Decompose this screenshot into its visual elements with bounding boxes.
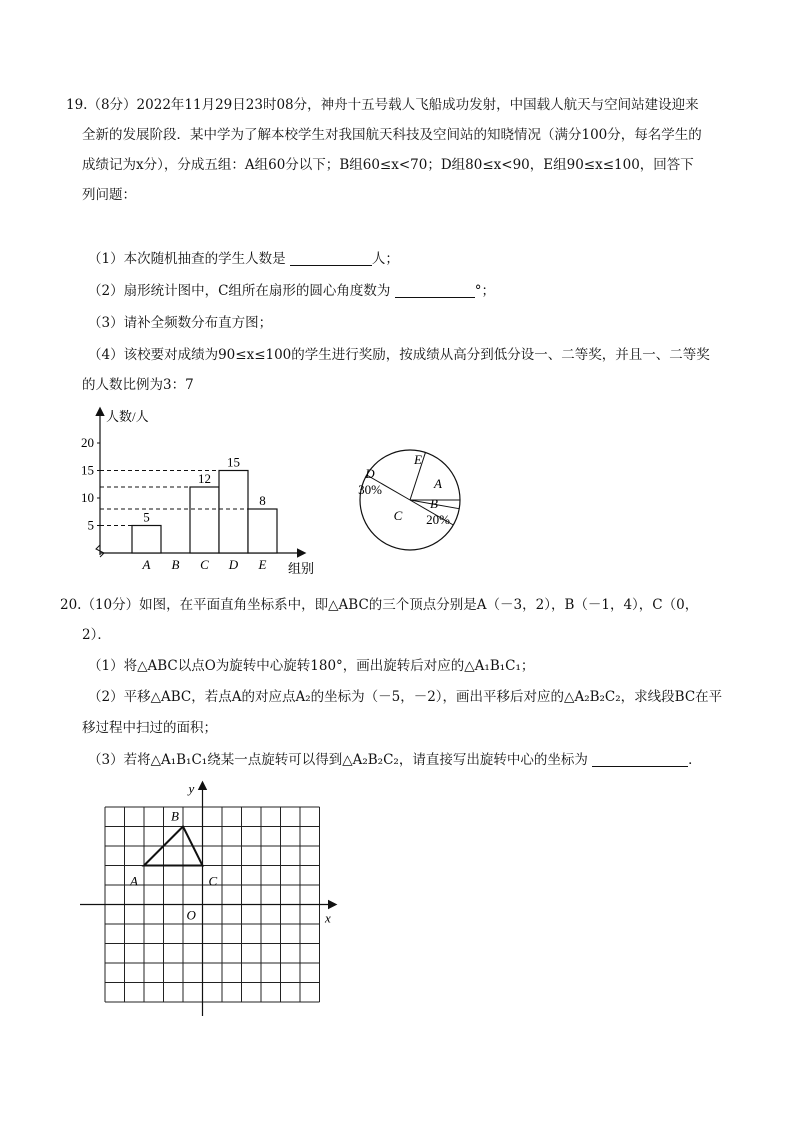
- answer-blank-2[interactable]: [395, 283, 475, 298]
- bar-C: [190, 487, 219, 553]
- y-tick-label: 20: [81, 435, 94, 450]
- q19-sub1-unit: 人；: [371, 251, 399, 267]
- bar-D: [219, 471, 248, 554]
- q20-sub2b: 移过程中扫过的面积；: [82, 720, 217, 736]
- bar-A: [132, 526, 161, 554]
- bar-E: [248, 509, 277, 553]
- q19-sub4b: 的人数比例为3：7: [82, 377, 194, 393]
- q19-sub1: [88, 250, 399, 268]
- origin-label: O: [186, 907, 196, 923]
- y-tick-label: 15: [81, 462, 94, 478]
- x-axis-label: x: [325, 910, 331, 926]
- q19-sub3: （3）请补全频数分布直方图；: [88, 315, 273, 331]
- x-tick-label: E: [258, 557, 267, 572]
- x-tick-label: A: [142, 557, 151, 572]
- data-label-A: 5: [143, 509, 150, 525]
- q19-sub4a: （4）该校要对成绩为90≤x≤100的学生进行奖励，按成绩从高分到低分设一、二等奖，并且一、二等奖: [88, 347, 710, 363]
- q19-line3c: A组60分以下；: [244, 157, 340, 173]
- data-label-D: 15: [227, 454, 240, 470]
- q19-line3b: x分），分成五组：: [136, 157, 245, 173]
- q20-sub2a: （2）平移△ABC，若点A的对应点A₂的坐标为（－5，－2），画出平移后对应的△A₂B₂C₂，求线段BC在平: [88, 689, 723, 705]
- coordinate-grid: [80, 780, 350, 1020]
- y-tick-label: 5: [87, 517, 94, 533]
- q19-line3f: E组90≤x≤100，回答下: [543, 157, 694, 173]
- q19-sub2: [88, 282, 495, 300]
- q19-sub1-text: （1）本次随机抽查的学生人数是: [88, 251, 286, 267]
- x-tick-label: C: [200, 557, 209, 572]
- q20-sub3: [88, 751, 702, 769]
- q19-sub2-text-b: C组所在扇形的圆心角度数为: [218, 283, 391, 299]
- x-axis-label: 组别: [288, 561, 315, 576]
- pie-label-B: B: [430, 496, 438, 511]
- pie-label-E: E: [414, 452, 422, 467]
- pie-percent-D: 30%: [358, 482, 382, 497]
- q19-line3d: B组60≤x<70；: [339, 157, 441, 173]
- answer-blank-3[interactable]: [592, 752, 688, 767]
- q19-line3a: 成绩记为: [82, 157, 136, 173]
- pie-chart: [355, 448, 475, 552]
- y-tick-label: 10: [81, 490, 94, 505]
- data-label-E: 8: [259, 493, 266, 508]
- x-tick-label: D: [228, 557, 239, 572]
- frequency-histogram: [76, 405, 326, 580]
- q19-line4: 列问题：: [82, 187, 136, 203]
- q19-line2: 全新的发展阶段．某中学为了解本校学生对我国航天科技及空间站的知晓情况（满分100分，每名学生的: [82, 127, 702, 143]
- q20-sub3-text: （3）若将△A₁B₁C₁绕某一点旋转可以得到△A₂B₂C₂，请直接写出旋转中心的坐标为: [88, 752, 588, 768]
- q19-line3e: D组80≤x<90，: [440, 157, 544, 173]
- pie-label-C: C: [393, 508, 403, 523]
- q19-sub2-text-a: （2）扇形统计图中，: [88, 283, 219, 299]
- x-tick-label: B: [171, 557, 180, 572]
- point-label-C: C: [208, 873, 218, 889]
- pie-percent-B: 20%: [426, 512, 450, 527]
- q19-line1: 19.（8分）2022年11月29日23时08分，神舟十五号载人飞船成功发射，中国载人航天与空间站建设迎来: [66, 97, 699, 113]
- q20-line1: 20.（10分）如图，在平面直角坐标系中，即△ABC的三个顶点分别是A（－3，2），B（－1，4），C（0，: [60, 597, 699, 613]
- q20-sub1: （1）将△ABC以点O为旋转中心旋转180°，画出旋转后对应的△A₁B₁C₁；: [88, 658, 535, 674]
- point-label-B: B: [171, 808, 179, 824]
- pie-label-A: A: [434, 476, 442, 491]
- y-axis-label: 人数/人: [106, 409, 149, 424]
- data-label-C: 12: [198, 471, 211, 486]
- q19-sub2-unit: °；: [474, 283, 495, 299]
- y-axis-label: y: [188, 781, 195, 796]
- point-label-A: A: [130, 873, 138, 889]
- q20-sub3-end: ．: [688, 752, 702, 768]
- q19-line3: [82, 156, 694, 174]
- pie-label-D: D: [365, 466, 375, 481]
- answer-blank-1[interactable]: [290, 251, 372, 266]
- q20-line2: 2）．: [82, 627, 111, 643]
